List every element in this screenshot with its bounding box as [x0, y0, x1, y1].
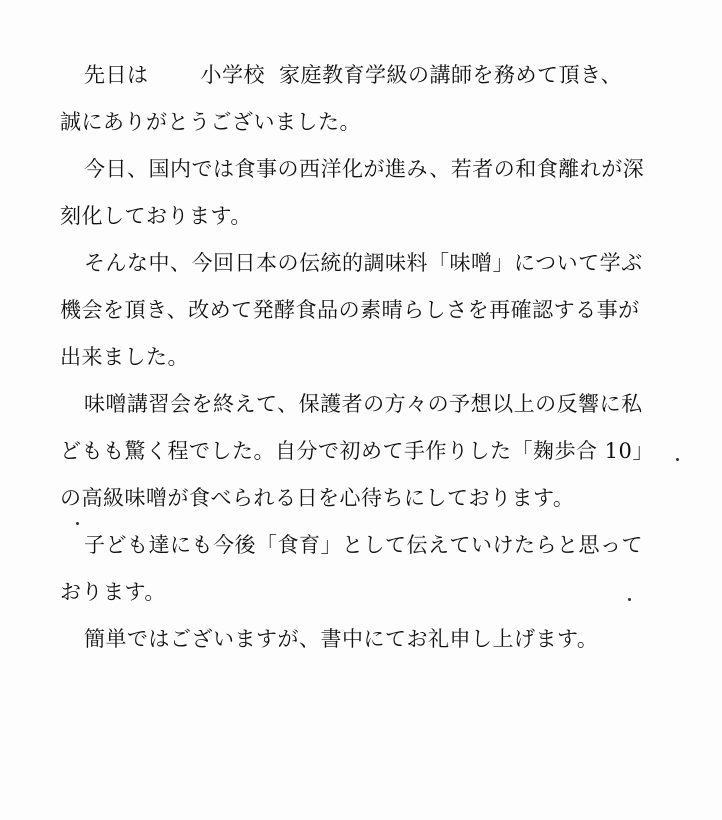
- letter-line-1-part-c: 家庭教育学級の講師を務めて頂き、: [279, 63, 623, 87]
- scan-speck: [628, 598, 631, 601]
- letter-line-7: 出来ました。: [60, 345, 189, 369]
- letter-line-3: 今日、国内では食事の西洋化が進み、若者の和食離れが深: [84, 157, 645, 181]
- letter-line-1-part-b: 小学校: [200, 63, 265, 87]
- letter-line-9: どもも驚く程でした。自分で初めて手作りした「麹歩合 10」: [60, 439, 654, 463]
- letter-line-8: 味噌講習会を終えて、保護者の方々の予想以上の反響に私: [84, 392, 643, 416]
- scan-speck: [676, 458, 679, 461]
- letter-line-4: 刻化しております。: [60, 204, 252, 228]
- letter-line-1-part-a: 先日は: [84, 63, 149, 87]
- letter-line-13: 簡単ではございますが、書中にてお礼申し上げます。: [84, 627, 599, 651]
- letter-line-11: 子ども達にも今後「食育」として伝えていけたらと思って: [84, 533, 643, 557]
- letter-line-12: おります。: [60, 580, 166, 604]
- letter-line-2: 誠にありがとうございました。: [60, 110, 361, 134]
- scan-speck: [76, 522, 79, 525]
- letter-line-10: の高級味噌が食べられる日を心待ちにしております。: [60, 486, 575, 510]
- letter-line-6: 機会を頂き、改めて発酵食品の素晴らしさを再確認する事が: [60, 298, 640, 322]
- letter-line-1: [60, 52, 660, 99]
- letter-line-5: そんな中、今回日本の伝統的調味料「味噌」について学ぶ: [84, 251, 643, 275]
- thank-you-letter: [60, 52, 660, 663]
